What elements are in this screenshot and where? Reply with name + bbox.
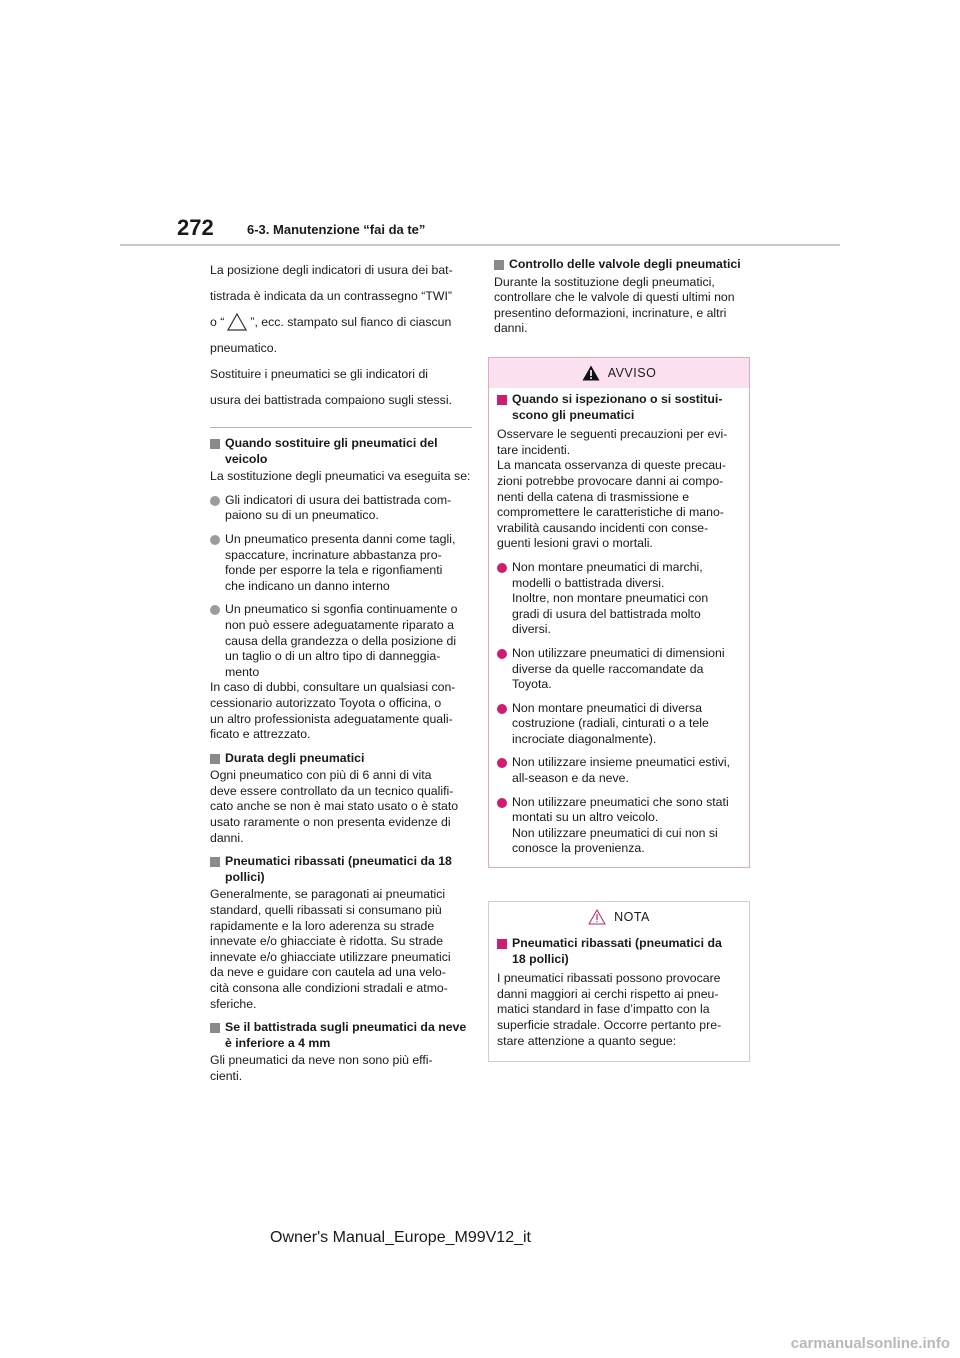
warning-box <box>488 357 750 868</box>
list-item-text: Un pneumatico si sgonfia continuamente o non può essere adeguatamente riparato a causa della grandezza o della posizione di un taglio o di un altro tipo di danneggia- mento <box>225 602 458 679</box>
paragraph: Gli pneumatici da neve non sono più effi- cienti. <box>210 1053 433 1083</box>
list-item <box>497 646 741 693</box>
section-title: 6-3. Manutenzione “fai da te” <box>247 222 426 237</box>
paragraph: Ogni pneumatico con più di 6 anni di vita deve essere controllato da un tecnico qualifi- cato anche se non è mai stato usato o è stato usato raramente o non presenta evidenze di danni. <box>210 768 459 845</box>
list-item-text: Gli indicatori di usura dei battistrada com- paiono su di un pneumatico. <box>225 492 452 523</box>
footer-manual-name: Owner's Manual_Europe_M99V12_it <box>270 1229 531 1246</box>
note-box <box>488 901 750 1062</box>
circle-bullet-icon <box>210 535 220 545</box>
square-bullet-icon <box>497 395 507 405</box>
square-bullet-icon <box>494 260 504 270</box>
list-item <box>210 493 472 524</box>
heading-snow-tread <box>210 1020 472 1051</box>
paragraph: I pneumatici ribassati possono provocare danni maggiori ai cerchi rispetto ai pneu- matici standard in fase d’impatto con la superficie stradale. Occorre pertanto pre- stare attenzione a quanto segue: <box>497 971 722 1048</box>
intro-line: tistrada è indicata da un contrassegno “TWI” <box>210 289 452 303</box>
note-label: NOTA <box>614 910 650 924</box>
heading-text: Controllo delle valvole degli pneumatici <box>509 257 741 271</box>
list-item-text: Non utilizzare pneumatici di dimensioni diverse da quelle raccomandate da Toyota. <box>512 645 725 692</box>
heading-text: Durata degli pneumatici <box>225 750 365 765</box>
warning-body <box>489 388 749 867</box>
intro-line-start: o “ <box>210 315 225 329</box>
square-bullet-icon <box>210 1023 220 1033</box>
intro-line: usura dei battistrada compaiono sugli stessi. <box>210 393 452 407</box>
square-bullet-icon <box>210 754 220 764</box>
divider <box>210 427 472 428</box>
list-item-text: Non utilizzare insieme pneumatici estivi, all-season e da neve. <box>512 755 731 786</box>
note-body <box>489 932 749 1061</box>
heading-low-profile <box>210 854 472 885</box>
heading-text: Se il battistrada sugli pneumatici da neve è inferiore a 4 mm <box>225 1020 467 1050</box>
circle-bullet-icon <box>497 798 507 808</box>
header-rule <box>120 244 840 246</box>
intro-text <box>210 257 472 413</box>
list-item <box>210 532 472 594</box>
circle-bullet-icon <box>497 563 507 573</box>
heading-text: Pneumatici ribassati (pneumatici da 18 pollici) <box>512 936 722 966</box>
circle-bullet-icon <box>497 758 507 768</box>
square-bullet-icon <box>497 939 507 949</box>
warning-label: AVVISO <box>607 366 657 380</box>
paragraph: La sostituzione degli pneumatici va eseguita se: <box>210 469 471 484</box>
heading-text: Pneumatici ribassati (pneumatici da 18 pollici) <box>225 854 452 884</box>
circle-bullet-icon <box>497 704 507 714</box>
warning-heading <box>497 392 741 423</box>
page-number: 272 <box>177 215 214 240</box>
intro-line: La posizione degli indicatori di usura dei bat- <box>210 263 453 277</box>
caution-outline-icon <box>588 909 606 925</box>
warning-icon <box>582 365 600 381</box>
note-heading <box>497 936 741 967</box>
paragraph: In caso di dubbi, consultare un qualsiasi con- cessionario autorizzato Toyota o officina, o un altro professionista adeguatamente quali- ficato e attrezzato. <box>210 680 456 742</box>
list-item <box>497 755 741 786</box>
square-bullet-icon <box>210 857 220 867</box>
list-item-text: Non montare pneumatici di diversa costruzione (radiali, cinturati o a tele incrociate diagonalmente). <box>512 700 709 746</box>
right-column <box>494 257 750 339</box>
circle-bullet-icon <box>210 605 220 615</box>
circle-bullet-icon <box>497 649 507 659</box>
intro-line <box>210 309 472 335</box>
list-item <box>210 602 472 680</box>
watermark: carmanualsonline.info <box>790 1335 950 1352</box>
heading-text: Quando sostituire gli pneumatici del veicolo <box>225 436 438 466</box>
list-item-text: Non montare pneumatici di marchi, modelli o battistrada diversi. Inoltre, non montare pneumatici con gradi di usura del battistrada molto diversi. <box>512 559 709 637</box>
circle-bullet-icon <box>210 496 220 506</box>
list-item <box>497 560 741 638</box>
square-bullet-icon <box>210 439 220 449</box>
heading-tire-life <box>210 751 472 767</box>
left-column <box>210 257 472 1087</box>
list-item <box>497 701 741 748</box>
intro-line-end: ”, ecc. stampato sul fianco di ciascun <box>250 315 452 329</box>
paragraph: Durante la sostituzione degli pneumatici, controllare che le valvole di questi ultimi non presentino deformazioni, incrinature, e altri danni. <box>494 274 735 336</box>
list-item-text: Un pneumatico presenta danni come tagli, spaccature, incrinature abbastanza pro- fonde per esporre la tela e rigonfiamenti che indicano un danno interno <box>225 531 456 593</box>
triangle-icon <box>227 313 247 331</box>
list-item <box>497 795 741 857</box>
paragraph: Osservare le seguenti precauzioni per evi- tare incidenti. La mancata osservanza di queste precau- zioni potrebbe provocare danni ai compo- nenti della catena di trasmissione e compromettere le caratteristiche di mano- vrabilità causando incidenti con conse- guenti lesioni gravi o mortali. <box>497 427 728 551</box>
intro-line: pneumatico. <box>210 341 277 355</box>
list-item-text: Non utilizzare pneumatici che sono stati montati su un altro veicolo. Non utilizzare pneumatici di cui non si conosce la provenienza. <box>512 794 729 856</box>
intro-line: Sostituire i pneumatici se gli indicatori di <box>210 367 429 381</box>
paragraph: Generalmente, se paragonati ai pneumatici standard, quelli ribassati si consumano più rapidamente e la loro aderenza su strade innevate e/o ghiacciate è ridotta. Su strade innevate e/o ghiacciate utilizzare pneumatici da neve e guidare con cautela ad una velo- cità consona alle condizioni stradali e atmo- sferiche. <box>210 887 451 1011</box>
note-header <box>489 902 749 932</box>
heading-valves <box>494 257 750 273</box>
heading-when-replace <box>210 436 472 467</box>
heading-text: Quando si ispezionano o si sostitui- scono gli pneumatici <box>512 392 723 422</box>
warning-header <box>489 358 749 388</box>
